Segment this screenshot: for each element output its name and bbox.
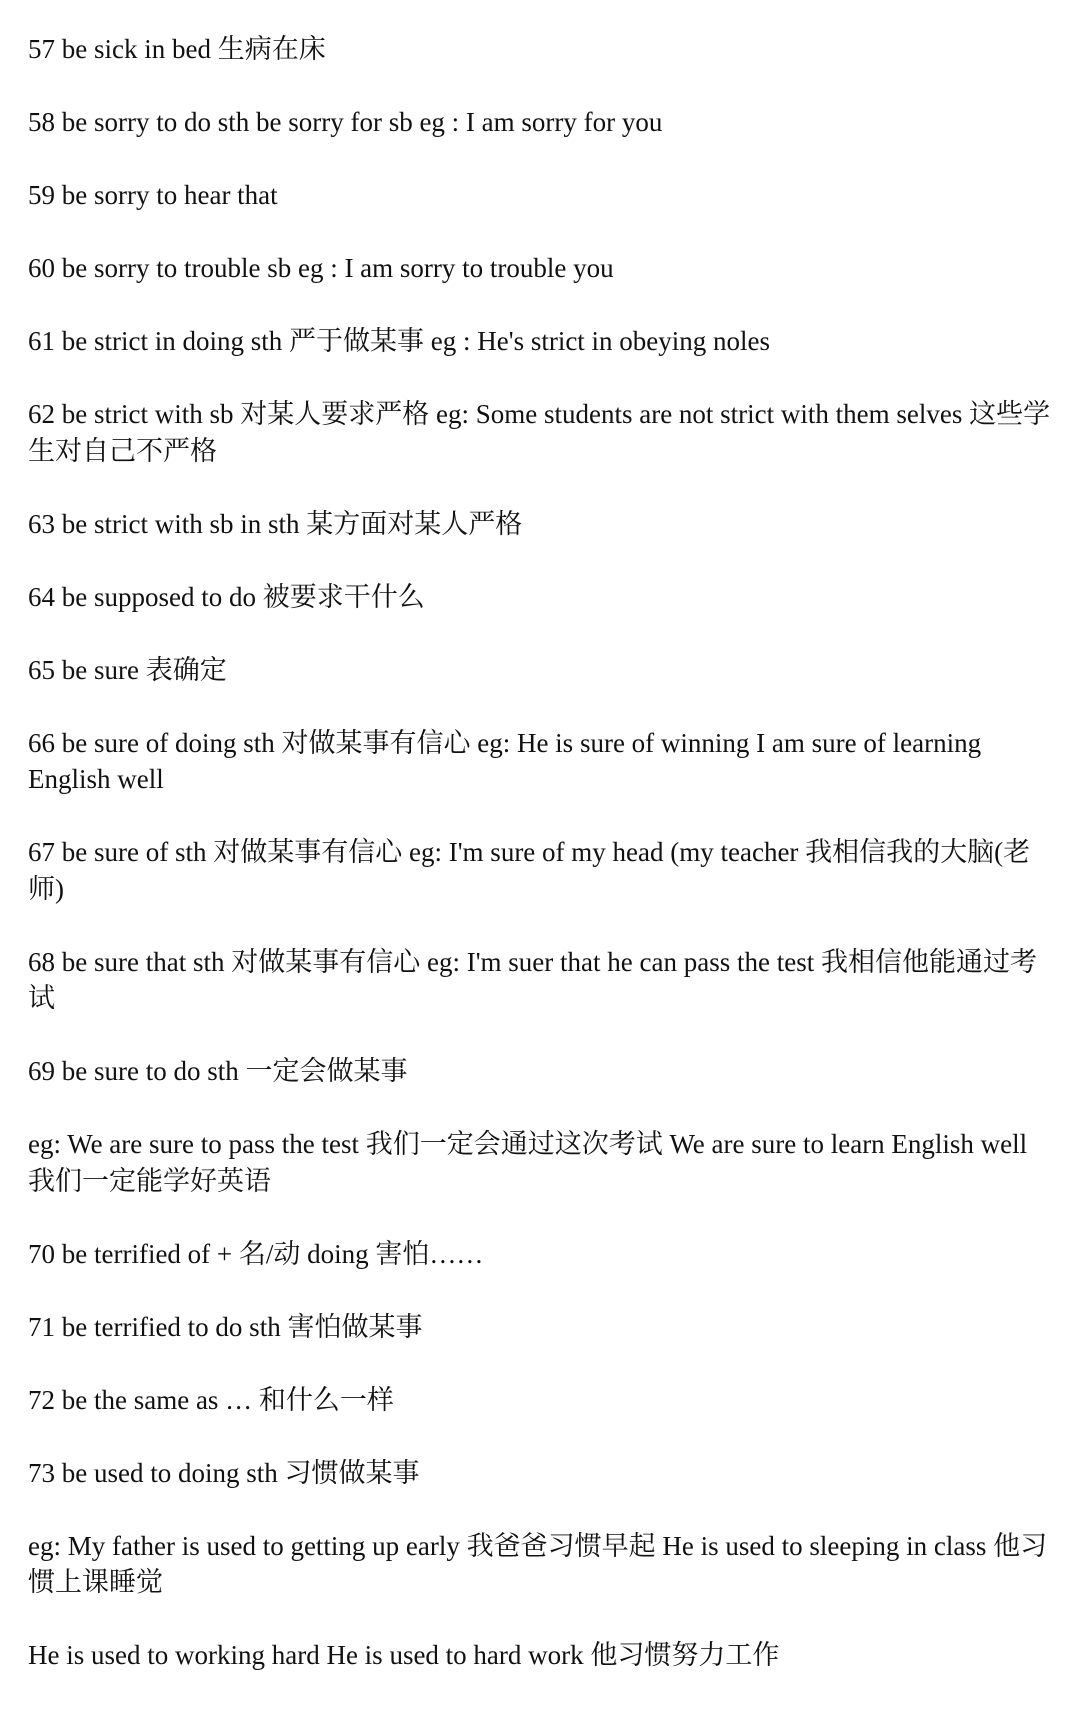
entry-72: 72 be the same as … 和什么一样 — [28, 1384, 394, 1415]
entry-69: 69 be sure to do sth 一定会做某事 — [28, 1056, 408, 1086]
entry-68: 68 be sure that sth 对做某事有信心 eg: I'm suer that he can pass the test 我相信他能通过考试 — [28, 946, 1037, 1013]
entry-62: 62 be strict with sb 对某人要求严格 eg: Some students are not strict with them selves 这些学生对自己不严格 — [28, 399, 1051, 466]
entry-63: 63 be strict with sb in sth 某方面对某人严格 — [28, 508, 523, 539]
entry-65: 65 be sure 表确定 — [28, 654, 227, 685]
entry-73: 73 be used to doing sth 习惯做某事 — [28, 1457, 420, 1488]
entry-59: 59 be sorry to hear that — [28, 180, 278, 210]
entry-67: 67 be sure of sth 对做某事有信心 eg: I'm sure of my head (my teacher 我相信我的大脑(老师) — [28, 837, 1031, 904]
entry-66: 66 be sure of doing sth 对做某事有信心 eg: He is sure of winning I am sure of learning English well — [28, 727, 982, 794]
entry-73-example: eg: My father is used to getting up early 我爸爸习惯早起 He is used to sleeping in class 他习惯上课睡觉 — [28, 1530, 1048, 1597]
entry-69-example: eg: We are sure to pass the test 我们一定会通过这次考试 We are sure to learn English well 我们一定能学好英语 — [28, 1129, 1028, 1196]
phrase-list — [28, 4, 1058, 1710]
entry-64: 64 be supposed to do 被要求干什么 — [28, 581, 425, 612]
entry-71: 71 be terrified to do sth 害怕做某事 — [28, 1311, 423, 1342]
entry-60: 60 be sorry to trouble sb eg : I am sorry to trouble you — [28, 253, 614, 283]
entry-73-example-2: He is used to working hard He is used to hard work 他习惯努力工作 — [28, 1640, 780, 1670]
entry-58: 58 be sorry to do sth be sorry for sb eg : I am sorry for you — [28, 107, 663, 137]
entry-61: 61 be strict in doing sth 严于做某事 eg : He's strict in obeying noles — [28, 326, 771, 356]
entry-57: 57 be sick in bed 生病在床 — [28, 34, 326, 64]
entry-70: 70 be terrified of + 名/动 doing 害怕…… — [28, 1238, 484, 1269]
